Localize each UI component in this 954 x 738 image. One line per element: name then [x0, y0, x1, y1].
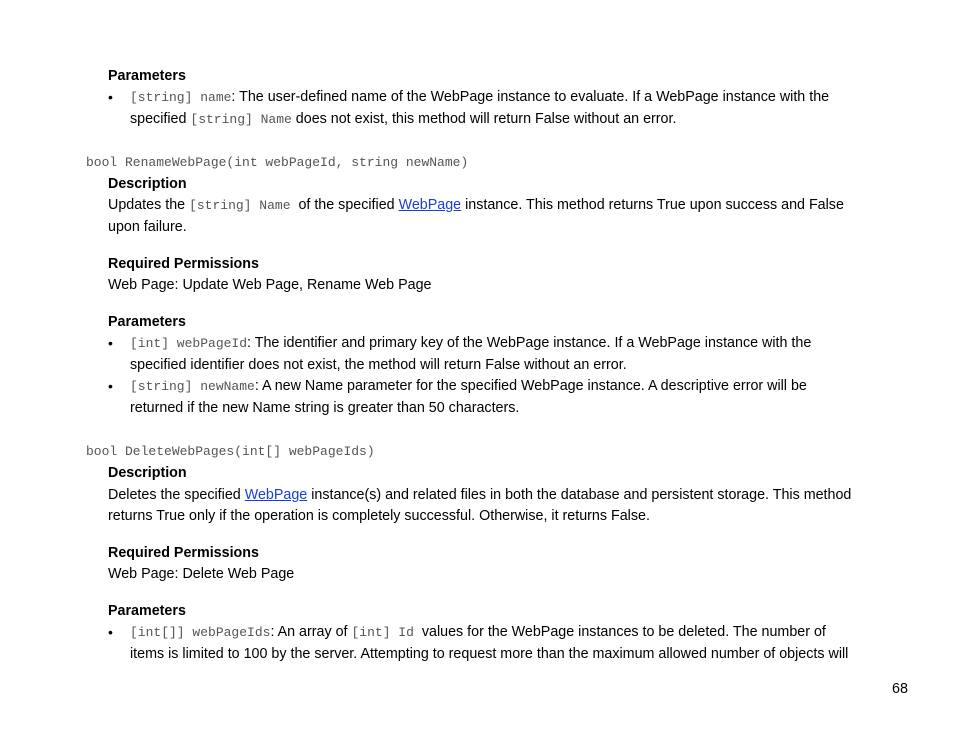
description-heading: Description: [108, 176, 187, 192]
description-heading: Description: [108, 465, 187, 481]
param-webpageids-line2: items is limited to 100 by the server. Attempting to request more than the maximum allowed number of objects will: [130, 646, 849, 662]
desc-text: of the specified: [290, 197, 399, 213]
webpage-link[interactable]: WebPage: [244, 487, 308, 503]
permissions-text: Web Page: Delete Web Page: [108, 566, 295, 582]
desc-text: Updates the: [108, 197, 190, 213]
rename-signature: bool RenameWebPage(int webPageId, string newName): [86, 155, 469, 170]
desc-text: Deletes the specified: [108, 487, 245, 503]
param-newname-line2: returned if the new Name string is greater than 50 characters.: [130, 400, 520, 416]
page-number: 68: [892, 681, 908, 697]
param-code: [int] webPageId: [130, 336, 248, 351]
param-newname-line1: [130, 378, 807, 394]
delete-description-line2: returns True only if the operation is completely successful. Otherwise, it returns False.: [108, 508, 650, 524]
param-code: [int[]] webPageIds: [130, 625, 271, 640]
desc-text: instance. This method returns True upon success and False: [461, 197, 844, 213]
param-name-line2: [130, 111, 676, 127]
param-webpageid-line1: [130, 335, 811, 351]
desc-text: instance(s) and related files in both the database and persistent storage. This method: [307, 487, 852, 503]
bullet-marker: •: [108, 378, 113, 394]
permissions-text: Web Page: Update Web Page, Rename Web Page: [108, 277, 432, 293]
param-code: [string] Name: [190, 112, 292, 127]
param-code: [string] newName: [130, 379, 255, 394]
param-webpageids-line1: [130, 624, 826, 640]
parameters-heading: Parameters: [108, 68, 186, 84]
param-text: values for the WebPage instances to be deleted. The number of: [413, 624, 826, 640]
desc-code: [string] Name: [189, 198, 291, 213]
param-text: : An array of: [270, 624, 352, 640]
param-text: does not exist, this method will return False without an error.: [291, 111, 677, 127]
param-code: [string] name: [130, 90, 232, 105]
webpage-link[interactable]: WebPage: [398, 197, 462, 213]
bullet-marker: •: [108, 89, 113, 105]
parameters-heading: Parameters: [108, 314, 186, 330]
bullet-marker: •: [108, 624, 113, 640]
permissions-heading: Required Permissions: [108, 545, 259, 561]
bullet-marker: •: [108, 335, 113, 351]
param-text: : The identifier and primary key of the WebPage instance. If a WebPage instance with the: [247, 335, 812, 351]
param-text: : The user-defined name of the WebPage instance to evaluate. If a WebPage instance with the: [231, 89, 830, 105]
rename-description-line1: [108, 197, 844, 213]
param-text: : A new Name parameter for the specified WebPage instance. A descriptive error will be: [254, 378, 807, 394]
rename-description-line2: upon failure.: [108, 219, 187, 235]
delete-signature: bool DeleteWebPages(int[] webPageIds): [86, 444, 375, 459]
permissions-heading: Required Permissions: [108, 256, 259, 272]
param-name-line1: [130, 89, 829, 105]
delete-description-line1: [108, 487, 851, 503]
param-text: specified: [130, 111, 191, 127]
parameters-heading: Parameters: [108, 603, 186, 619]
param-code: [int] Id: [351, 625, 414, 640]
param-webpageid-line2: specified identifier does not exist, the method will return False without an error.: [130, 357, 627, 373]
